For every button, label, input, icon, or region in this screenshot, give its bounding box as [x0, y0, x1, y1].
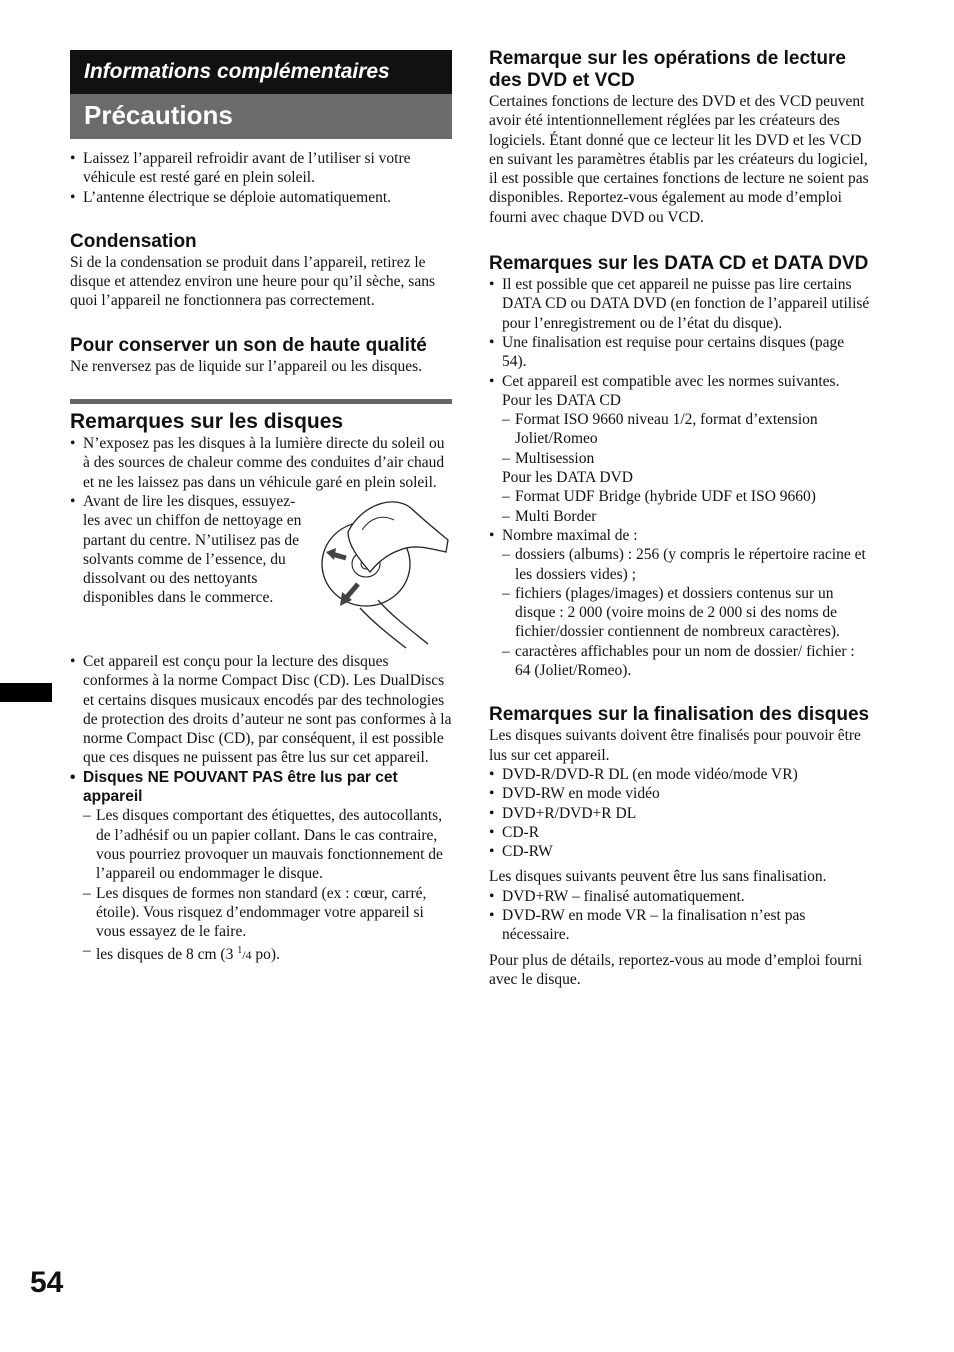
- dvd-vcd-text: Certaines fonctions de lecture des DVD et des VCD peuvent avoir été intentionnellement réglées par les créateurs des logiciels. Étant donné que ce lecteur lit les DVD et les VCD en suivant les paramètres établis par les créateurs du logiciel, il est possible que certaines fonctions de lecture ne soient pas disponibles. Reportez-vous également au mode d’emploi fourni avec chaque DVD ou VCD.: [489, 93, 869, 226]
- finalisation-heading: Remarques sur la finalisation des disques: [489, 704, 870, 726]
- discs-list: [70, 434, 452, 806]
- cannot-play-list: [70, 806, 452, 966]
- data-list: [489, 275, 871, 680]
- list-item: • DVD-RW en mode VR – la finalisation n’est pas nécessaire.: [489, 906, 871, 945]
- dvd-vcd-heading: Remarque sur les opérations de lecture des DVD et VCD: [489, 48, 846, 91]
- data-cd-label: Pour les DATA CD: [502, 391, 621, 409]
- list-item: – Multisession: [502, 449, 871, 468]
- list-item: • Laissez l’appareil refroidir avant de l’utiliser si votre véhicule est resté garé en plein soleil.: [70, 149, 452, 188]
- list-item: • Avant de lire les disques, essuyez-les avec un chiffon de nettoyage en partant du centre. N’utilisez pas de solvants comme de l’essence, du dissolvant ou des nettoyants disponibles dans le commerce.: [70, 492, 452, 608]
- data-heading: Remarques sur les DATA CD et DATA DVD: [489, 253, 869, 275]
- condensation-heading: Condensation: [70, 230, 197, 252]
- data-dvd-label: Pour les DATA DVD: [502, 469, 633, 487]
- list-item: • CD-R: [489, 823, 871, 842]
- title-band: [70, 94, 452, 139]
- list-item: • Une finalisation est requise pour certains disques (page 54).: [489, 333, 871, 372]
- sound-heading: Pour conserver un son de haute qualité: [70, 334, 427, 356]
- section-title: Informations complémentaires: [84, 60, 390, 83]
- list-item: – Format UDF Bridge (hybride UDF et ISO 9660): [502, 487, 871, 506]
- list-item: – Les disques de formes non standard (ex : cœur, carré, étoile). Vous risquez d’endommager votre appareil si vous essayez de le faire.: [83, 884, 452, 942]
- list-item: • Cet appareil est compatible avec les normes suivantes. Pour les DATA CD – Format ISO 9660 niveau 1/2, format d’extension Joliet/Romeo – Multisession Pour les DATA DVD – Format UDF Bridge (hybride UDF et ISO 9660) – Multi Border: [489, 372, 871, 526]
- left-column: [70, 50, 452, 966]
- intro-list: [70, 149, 452, 207]
- list-item: – fichiers (plages/images) et dossiers contenus sur un disque : 2 000 (voire moins de 2 000 si des noms de fichier/dossier contiennent de nombreux caractères).: [502, 584, 871, 642]
- list-item: – les disques de 8 cm (3 $^1$/4 po).: [83, 941, 452, 965]
- list-item: – Format ISO 9660 niveau 1/2, format d’extension Joliet/Romeo: [502, 410, 871, 449]
- condensation-text: Si de la condensation se produit dans l’appareil, retirez le disque et attendez environ une heure pour qu’il sèche, sans quoi l’appareil ne fonctionnera pas correctement.: [70, 253, 435, 310]
- list-item: • DVD-R/DVD-R DL (en mode vidéo/mode VR): [489, 765, 871, 784]
- page-title: Précautions: [84, 100, 233, 130]
- disc-cleaning-illustration: [318, 492, 458, 652]
- list-item: • Nombre maximal de : – dossiers (albums) : 256 (y compris le répertoire racine et les dossiers vides) ; – fichiers (plages/images) et dossiers contenus sur un disque : 2 000 (voire moins de 2 000 si des noms de fichier/dossier contiennent de nombreux caractères). – caractères affichables pour un nom de dossier/ fichier : 64 (Joliet/Romeo).: [489, 526, 871, 680]
- page-number: 54: [30, 1266, 64, 1299]
- list-item: – dossiers (albums) : 256 (y compris le répertoire racine et les dossiers vides) ;: [502, 545, 871, 584]
- list-item: – caractères affichables pour un nom de dossier/ fichier : 64 (Joliet/Romeo).: [502, 642, 871, 681]
- section-rule: [70, 399, 452, 434]
- finalisation-not-required-list: [489, 887, 871, 945]
- list-item: • DVD+R/DVD+R DL: [489, 804, 871, 823]
- list-item: • DVD-RW en mode vidéo: [489, 784, 871, 803]
- list-item: • Il est possible que cet appareil ne puisse pas lire certains DATA CD ou DATA DVD (en fonction de l’appareil utilisé pour l’enregistrement ou de l’état du disque).: [489, 275, 871, 333]
- finalisation-required-list: [489, 765, 871, 861]
- list-item: • DVD+RW – finalisé automatiquement.: [489, 887, 871, 906]
- finalisation-outro: Pour plus de détails, reportez-vous au mode d’emploi fourni avec le disque.: [489, 951, 863, 988]
- finalisation-intro: Les disques suivants doivent être finalisés pour pouvoir être lus sur cet appareil.: [489, 727, 861, 764]
- list-item: • Cet appareil est conçu pour la lecture des disques conformes à la norme Compact Disc (CD). Les DualDiscs et certains disques musicaux encodés par des technologies de protection des droits d’auteur ne sont pas conformes à la norme Compact Disc (CD), par conséquent, il est possible que ces disques ne puissent pas être lus sur cet appareil.: [70, 652, 452, 768]
- discs-heading: Remarques sur les disques: [70, 410, 344, 434]
- list-item: • CD-RW: [489, 842, 871, 861]
- side-tab-marker: [0, 683, 52, 702]
- list-item: – Multi Border: [502, 507, 871, 526]
- sound-text: Ne renversez pas de liquide sur l’appareil ou les disques.: [70, 357, 423, 375]
- list-item: • N’exposez pas les disques à la lumière directe du soleil ou à des sources de chaleur comme des conduites d’air chaud et ne les laissez pas dans un véhicule garé en plein soleil.: [70, 434, 452, 492]
- list-item: – Les disques comportant des étiquettes, des autocollants, de l’adhésif ou un papier collant. Dans le cas contraire, vous pourriez provoquer un mauvais fonctionnement de l’appareil ou endommager le disque.: [83, 806, 452, 883]
- list-item: • L’antenne électrique se déploie automatiquement.: [70, 188, 452, 207]
- list-item: • Disques NE POUVANT PAS être lus par cet appareil: [70, 768, 452, 807]
- right-column: [489, 48, 871, 989]
- section-band: [70, 50, 452, 94]
- finalisation-intro2: Les disques suivants peuvent être lus sans finalisation.: [489, 868, 827, 886]
